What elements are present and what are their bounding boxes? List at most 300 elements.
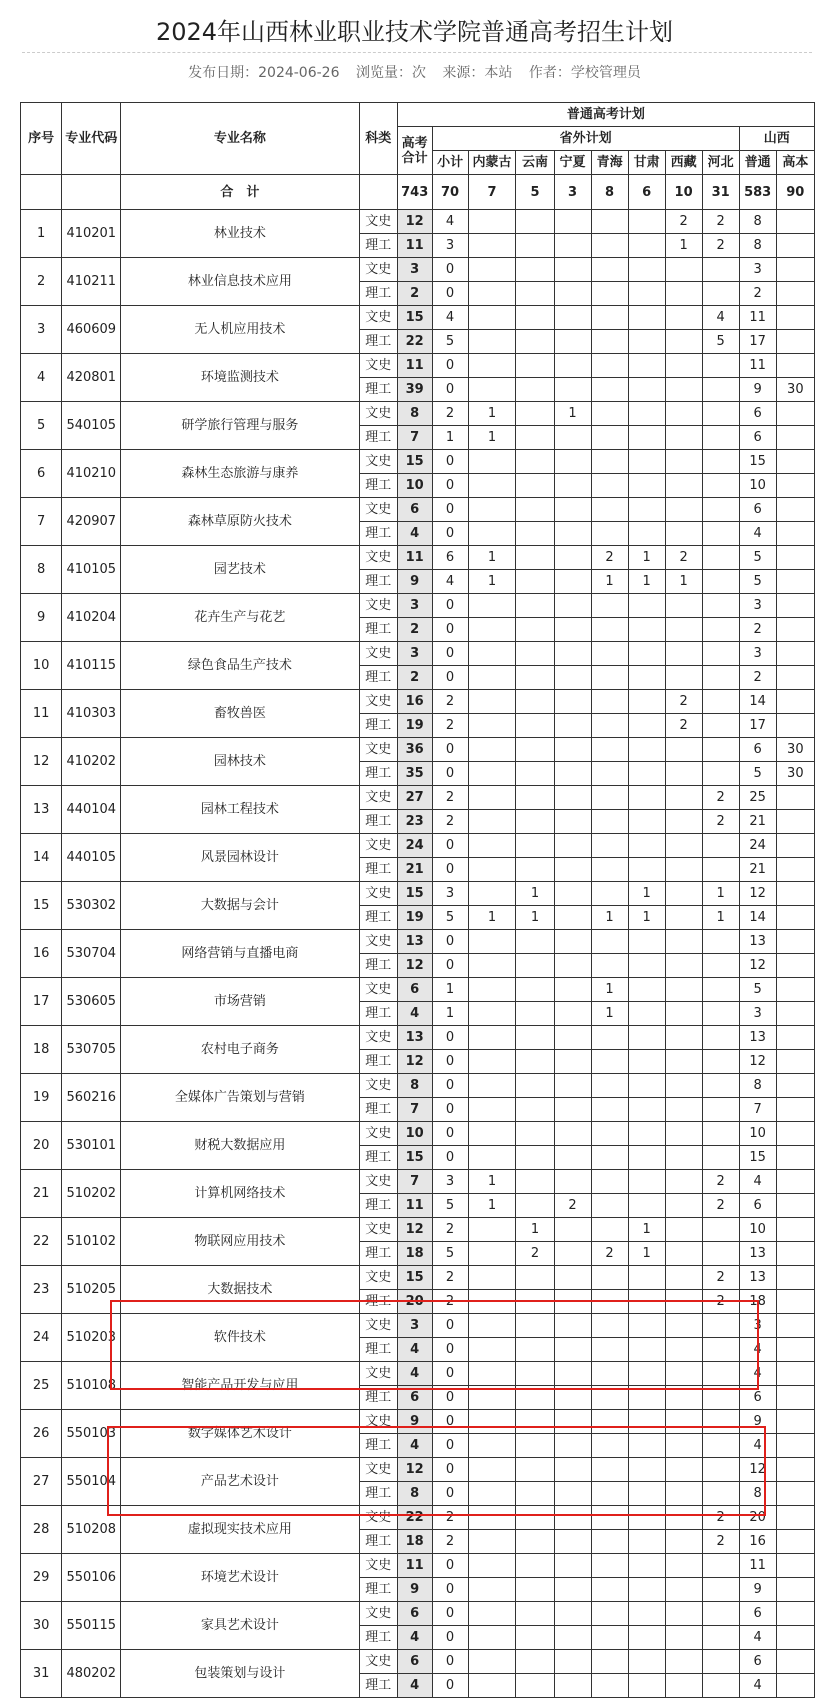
row-seq: 31 bbox=[21, 1650, 62, 1698]
row-major-name: 花卉生产与花艺 bbox=[121, 594, 359, 642]
row-seq: 24 bbox=[21, 1314, 62, 1362]
row-value bbox=[516, 1362, 554, 1386]
row-code: 530302 bbox=[62, 882, 121, 930]
row-code: 410204 bbox=[62, 594, 121, 642]
row-value bbox=[516, 1674, 554, 1698]
row-value bbox=[516, 570, 554, 594]
row-value: 12 bbox=[739, 1458, 776, 1482]
row-value: 1 bbox=[591, 570, 628, 594]
row-value bbox=[468, 1146, 516, 1170]
row-value bbox=[665, 1338, 702, 1362]
row-value: 0 bbox=[432, 1554, 468, 1578]
row-value: 30 bbox=[776, 378, 814, 402]
row-value: 8 bbox=[739, 1482, 776, 1506]
row-value bbox=[776, 1242, 814, 1266]
row-value: 9 bbox=[739, 1410, 776, 1434]
row-value: 0 bbox=[432, 498, 468, 522]
row-subject: 理工 bbox=[359, 1482, 397, 1506]
table-row bbox=[21, 546, 815, 570]
row-value: 5 bbox=[432, 330, 468, 354]
row-value bbox=[702, 1626, 739, 1650]
row-value bbox=[516, 402, 554, 426]
row-value: 15 bbox=[397, 1266, 432, 1290]
row-value: 13 bbox=[739, 930, 776, 954]
totals-value: 31 bbox=[702, 175, 739, 210]
row-value bbox=[776, 882, 814, 906]
row-seq: 29 bbox=[21, 1554, 62, 1602]
row-value bbox=[776, 834, 814, 858]
row-value: 4 bbox=[702, 306, 739, 330]
row-value bbox=[776, 1074, 814, 1098]
row-value bbox=[665, 930, 702, 954]
row-value bbox=[554, 1530, 591, 1554]
row-value bbox=[628, 954, 665, 978]
row-value: 2 bbox=[702, 1506, 739, 1530]
row-subject: 文史 bbox=[359, 834, 397, 858]
row-value: 0 bbox=[432, 954, 468, 978]
totals-label: 合 计 bbox=[121, 175, 359, 210]
row-value bbox=[554, 1242, 591, 1266]
row-subject: 理工 bbox=[359, 1530, 397, 1554]
row-value: 2 bbox=[432, 402, 468, 426]
row-value bbox=[702, 666, 739, 690]
row-value: 24 bbox=[739, 834, 776, 858]
row-value: 2 bbox=[739, 282, 776, 306]
page-title: 2024年山西林业职业技术学院普通高考招生计划 bbox=[155, 18, 674, 46]
row-value: 15 bbox=[397, 306, 432, 330]
row-value bbox=[628, 522, 665, 546]
row-value: 1 bbox=[702, 906, 739, 930]
row-value: 4 bbox=[432, 210, 468, 234]
row-value bbox=[776, 354, 814, 378]
header-outside: 省外计划 bbox=[432, 127, 739, 151]
row-value bbox=[554, 978, 591, 1002]
row-major-name: 风景园林设计 bbox=[121, 834, 359, 882]
row-subject: 文史 bbox=[359, 786, 397, 810]
row-value bbox=[628, 402, 665, 426]
row-value bbox=[591, 1434, 628, 1458]
row-value bbox=[628, 306, 665, 330]
row-value: 2 bbox=[665, 546, 702, 570]
row-value bbox=[516, 1434, 554, 1458]
row-value: 2 bbox=[665, 714, 702, 738]
row-value bbox=[591, 1098, 628, 1122]
row-value bbox=[665, 450, 702, 474]
row-value: 1 bbox=[665, 234, 702, 258]
row-value bbox=[591, 1050, 628, 1074]
row-subject: 理工 bbox=[359, 858, 397, 882]
row-value: 13 bbox=[739, 1026, 776, 1050]
row-subject: 理工 bbox=[359, 234, 397, 258]
row-value bbox=[776, 498, 814, 522]
row-value: 0 bbox=[432, 1122, 468, 1146]
row-value bbox=[628, 738, 665, 762]
row-value bbox=[591, 1026, 628, 1050]
row-subject: 理工 bbox=[359, 1242, 397, 1266]
row-value bbox=[665, 378, 702, 402]
totals-value: 3 bbox=[554, 175, 591, 210]
row-value: 1 bbox=[468, 426, 516, 450]
row-value: 20 bbox=[397, 1290, 432, 1314]
row-value bbox=[554, 570, 591, 594]
row-value bbox=[665, 1602, 702, 1626]
table-row bbox=[21, 450, 815, 474]
row-major-name: 环境艺术设计 bbox=[121, 1554, 359, 1602]
row-code: 410303 bbox=[62, 690, 121, 738]
row-value: 21 bbox=[739, 810, 776, 834]
row-subject: 文史 bbox=[359, 306, 397, 330]
row-value: 2 bbox=[397, 666, 432, 690]
table-row bbox=[21, 1170, 815, 1194]
row-value: 36 bbox=[397, 738, 432, 762]
row-major-name: 虚拟现实技术应用 bbox=[121, 1506, 359, 1554]
row-value bbox=[591, 762, 628, 786]
row-value bbox=[591, 1122, 628, 1146]
row-value bbox=[591, 330, 628, 354]
row-subject: 理工 bbox=[359, 378, 397, 402]
row-value bbox=[665, 978, 702, 1002]
row-value: 3 bbox=[432, 234, 468, 258]
row-value bbox=[776, 1578, 814, 1602]
row-seq: 2 bbox=[21, 258, 62, 306]
row-value bbox=[702, 594, 739, 618]
row-value: 6 bbox=[739, 1650, 776, 1674]
row-code: 510203 bbox=[62, 1314, 121, 1362]
row-value bbox=[554, 1146, 591, 1170]
row-value bbox=[591, 1170, 628, 1194]
row-code: 410105 bbox=[62, 546, 121, 594]
row-value bbox=[702, 642, 739, 666]
table-row bbox=[21, 306, 815, 330]
row-value: 0 bbox=[432, 1074, 468, 1098]
row-value bbox=[516, 666, 554, 690]
row-value bbox=[776, 234, 814, 258]
row-value: 8 bbox=[739, 210, 776, 234]
row-value bbox=[468, 210, 516, 234]
row-subject: 文史 bbox=[359, 1458, 397, 1482]
row-value: 1 bbox=[628, 1242, 665, 1266]
row-value bbox=[468, 1218, 516, 1242]
row-value bbox=[776, 570, 814, 594]
row-value bbox=[591, 1218, 628, 1242]
row-value: 5 bbox=[702, 330, 739, 354]
row-seq: 4 bbox=[21, 354, 62, 402]
row-subject: 文史 bbox=[359, 258, 397, 282]
row-value bbox=[776, 1674, 814, 1698]
row-value bbox=[591, 1674, 628, 1698]
row-value bbox=[554, 258, 591, 282]
row-seq: 14 bbox=[21, 834, 62, 882]
table-row bbox=[21, 882, 815, 906]
row-value: 30 bbox=[776, 762, 814, 786]
row-value bbox=[628, 714, 665, 738]
row-value bbox=[628, 1386, 665, 1410]
row-value: 17 bbox=[739, 330, 776, 354]
row-value: 2 bbox=[397, 282, 432, 306]
row-value bbox=[665, 1002, 702, 1026]
table-row bbox=[21, 1554, 815, 1578]
row-code: 510202 bbox=[62, 1170, 121, 1218]
row-value bbox=[591, 954, 628, 978]
row-value bbox=[591, 834, 628, 858]
row-value bbox=[516, 1626, 554, 1650]
row-subject: 理工 bbox=[359, 666, 397, 690]
row-value bbox=[776, 954, 814, 978]
row-seq: 20 bbox=[21, 1122, 62, 1170]
row-value: 10 bbox=[739, 1218, 776, 1242]
row-value: 3 bbox=[739, 1314, 776, 1338]
row-value bbox=[591, 930, 628, 954]
header-high: 高本 bbox=[776, 151, 814, 175]
row-value: 0 bbox=[432, 834, 468, 858]
row-value: 6 bbox=[397, 1650, 432, 1674]
row-value: 2 bbox=[739, 618, 776, 642]
header-province: 河北 bbox=[702, 151, 739, 175]
row-major-name: 市场营销 bbox=[121, 978, 359, 1026]
row-value: 2 bbox=[665, 210, 702, 234]
row-value bbox=[702, 858, 739, 882]
row-value bbox=[591, 306, 628, 330]
row-code: 540105 bbox=[62, 402, 121, 450]
row-code: 420801 bbox=[62, 354, 121, 402]
row-value bbox=[468, 1626, 516, 1650]
row-major-name: 包装策划与设计 bbox=[121, 1650, 359, 1698]
row-value: 2 bbox=[432, 1218, 468, 1242]
row-seq: 15 bbox=[21, 882, 62, 930]
table-row bbox=[21, 1650, 815, 1674]
row-value: 4 bbox=[397, 1338, 432, 1362]
row-subject: 文史 bbox=[359, 1506, 397, 1530]
row-value bbox=[665, 1026, 702, 1050]
row-value bbox=[702, 402, 739, 426]
row-value bbox=[554, 906, 591, 930]
row-seq: 13 bbox=[21, 786, 62, 834]
row-value bbox=[516, 1290, 554, 1314]
row-value bbox=[665, 1314, 702, 1338]
row-value bbox=[554, 1314, 591, 1338]
row-major-name: 软件技术 bbox=[121, 1314, 359, 1362]
article-meta bbox=[0, 62, 829, 82]
table-row bbox=[21, 786, 815, 810]
row-value bbox=[776, 1290, 814, 1314]
row-value bbox=[665, 1266, 702, 1290]
row-value bbox=[554, 1458, 591, 1482]
row-value: 6 bbox=[739, 1602, 776, 1626]
row-value bbox=[554, 1050, 591, 1074]
row-value bbox=[554, 1554, 591, 1578]
row-value bbox=[665, 1098, 702, 1122]
row-value bbox=[776, 1170, 814, 1194]
row-value: 0 bbox=[432, 666, 468, 690]
row-value: 1 bbox=[516, 906, 554, 930]
row-value: 0 bbox=[432, 618, 468, 642]
row-major-name: 畜牧兽医 bbox=[121, 690, 359, 738]
row-value bbox=[628, 1170, 665, 1194]
row-value bbox=[554, 1578, 591, 1602]
row-value bbox=[468, 1482, 516, 1506]
row-value bbox=[591, 690, 628, 714]
row-value: 35 bbox=[397, 762, 432, 786]
row-value bbox=[516, 786, 554, 810]
row-value bbox=[702, 1314, 739, 1338]
row-subject: 理工 bbox=[359, 810, 397, 834]
row-value bbox=[776, 1314, 814, 1338]
row-value bbox=[776, 1458, 814, 1482]
row-value bbox=[665, 402, 702, 426]
row-major-name: 森林草原防火技术 bbox=[121, 498, 359, 546]
row-value bbox=[591, 714, 628, 738]
row-value: 3 bbox=[432, 1170, 468, 1194]
row-value bbox=[628, 1338, 665, 1362]
row-value bbox=[516, 1026, 554, 1050]
row-value: 0 bbox=[432, 1098, 468, 1122]
row-value: 0 bbox=[432, 1050, 468, 1074]
row-value bbox=[702, 978, 739, 1002]
row-value bbox=[665, 618, 702, 642]
row-major-name: 无人机应用技术 bbox=[121, 306, 359, 354]
row-value bbox=[468, 1530, 516, 1554]
row-value bbox=[702, 1410, 739, 1434]
row-value bbox=[628, 354, 665, 378]
row-value: 6 bbox=[397, 978, 432, 1002]
row-value bbox=[468, 618, 516, 642]
row-value: 3 bbox=[397, 642, 432, 666]
row-value bbox=[468, 1458, 516, 1482]
row-value bbox=[702, 522, 739, 546]
row-value: 8 bbox=[397, 402, 432, 426]
row-value bbox=[665, 1410, 702, 1434]
row-value: 1 bbox=[591, 978, 628, 1002]
row-value bbox=[702, 1218, 739, 1242]
enrollment-plan-table bbox=[20, 102, 815, 1698]
row-value bbox=[591, 594, 628, 618]
row-value: 0 bbox=[432, 1626, 468, 1650]
row-subject: 理工 bbox=[359, 1578, 397, 1602]
row-value bbox=[554, 306, 591, 330]
row-code: 410202 bbox=[62, 738, 121, 786]
row-code: 550115 bbox=[62, 1602, 121, 1650]
row-value bbox=[665, 474, 702, 498]
row-value bbox=[665, 354, 702, 378]
row-subject: 文史 bbox=[359, 978, 397, 1002]
totals-value: 90 bbox=[776, 175, 814, 210]
row-value: 1 bbox=[432, 1002, 468, 1026]
row-value bbox=[628, 234, 665, 258]
header-province: 宁夏 bbox=[554, 151, 591, 175]
row-subject: 理工 bbox=[359, 1146, 397, 1170]
row-value bbox=[468, 762, 516, 786]
row-value: 16 bbox=[397, 690, 432, 714]
row-value: 0 bbox=[432, 1482, 468, 1506]
row-value: 18 bbox=[739, 1290, 776, 1314]
row-value bbox=[665, 1626, 702, 1650]
totals-value: 5 bbox=[516, 175, 554, 210]
row-value bbox=[665, 1554, 702, 1578]
row-seq: 5 bbox=[21, 402, 62, 450]
row-major-name: 农村电子商务 bbox=[121, 1026, 359, 1074]
row-value bbox=[516, 1266, 554, 1290]
table-row bbox=[21, 594, 815, 618]
row-value bbox=[628, 1626, 665, 1650]
row-value: 21 bbox=[397, 858, 432, 882]
row-value: 6 bbox=[432, 546, 468, 570]
row-value: 3 bbox=[739, 258, 776, 282]
row-value bbox=[776, 1194, 814, 1218]
row-value bbox=[554, 1338, 591, 1362]
row-subject: 文史 bbox=[359, 930, 397, 954]
row-value bbox=[776, 1434, 814, 1458]
row-seq: 7 bbox=[21, 498, 62, 546]
header-subject: 科类 bbox=[359, 103, 397, 175]
row-value bbox=[665, 1578, 702, 1602]
row-value bbox=[628, 1146, 665, 1170]
row-value bbox=[665, 1194, 702, 1218]
row-value bbox=[702, 570, 739, 594]
row-value bbox=[554, 450, 591, 474]
row-value bbox=[554, 930, 591, 954]
row-value: 4 bbox=[739, 1434, 776, 1458]
row-value bbox=[776, 1338, 814, 1362]
row-code: 410211 bbox=[62, 258, 121, 306]
row-value: 5 bbox=[739, 570, 776, 594]
header-province: 西藏 bbox=[665, 151, 702, 175]
row-value: 0 bbox=[432, 1434, 468, 1458]
row-value bbox=[702, 1338, 739, 1362]
row-value bbox=[776, 1146, 814, 1170]
row-value bbox=[591, 1602, 628, 1626]
row-code: 410210 bbox=[62, 450, 121, 498]
row-major-name: 大数据技术 bbox=[121, 1266, 359, 1314]
row-value bbox=[665, 834, 702, 858]
totals-blank bbox=[62, 175, 121, 210]
row-value bbox=[665, 282, 702, 306]
row-value: 1 bbox=[432, 426, 468, 450]
row-value: 9 bbox=[397, 570, 432, 594]
row-major-name: 研学旅行管理与服务 bbox=[121, 402, 359, 450]
row-code: 440104 bbox=[62, 786, 121, 834]
row-value: 3 bbox=[397, 1314, 432, 1338]
row-value bbox=[468, 690, 516, 714]
row-value bbox=[776, 618, 814, 642]
row-value: 4 bbox=[397, 1434, 432, 1458]
row-value bbox=[702, 1074, 739, 1098]
row-value: 6 bbox=[739, 426, 776, 450]
header-province: 内蒙古 bbox=[468, 151, 516, 175]
row-value: 6 bbox=[739, 498, 776, 522]
row-value bbox=[468, 1578, 516, 1602]
row-subject: 理工 bbox=[359, 330, 397, 354]
row-subject: 理工 bbox=[359, 426, 397, 450]
row-value bbox=[628, 474, 665, 498]
row-value bbox=[628, 618, 665, 642]
row-subject: 文史 bbox=[359, 402, 397, 426]
row-value bbox=[665, 954, 702, 978]
row-value bbox=[628, 1530, 665, 1554]
row-value bbox=[665, 1218, 702, 1242]
row-value: 2 bbox=[432, 810, 468, 834]
row-value: 2 bbox=[702, 1170, 739, 1194]
row-value bbox=[628, 450, 665, 474]
row-value bbox=[516, 1386, 554, 1410]
row-value bbox=[628, 978, 665, 1002]
row-seq: 19 bbox=[21, 1074, 62, 1122]
row-value: 8 bbox=[739, 1074, 776, 1098]
row-value bbox=[665, 1050, 702, 1074]
row-major-name: 绿色食品生产技术 bbox=[121, 642, 359, 690]
row-value bbox=[516, 642, 554, 666]
row-code: 410115 bbox=[62, 642, 121, 690]
row-subject: 文史 bbox=[359, 1218, 397, 1242]
